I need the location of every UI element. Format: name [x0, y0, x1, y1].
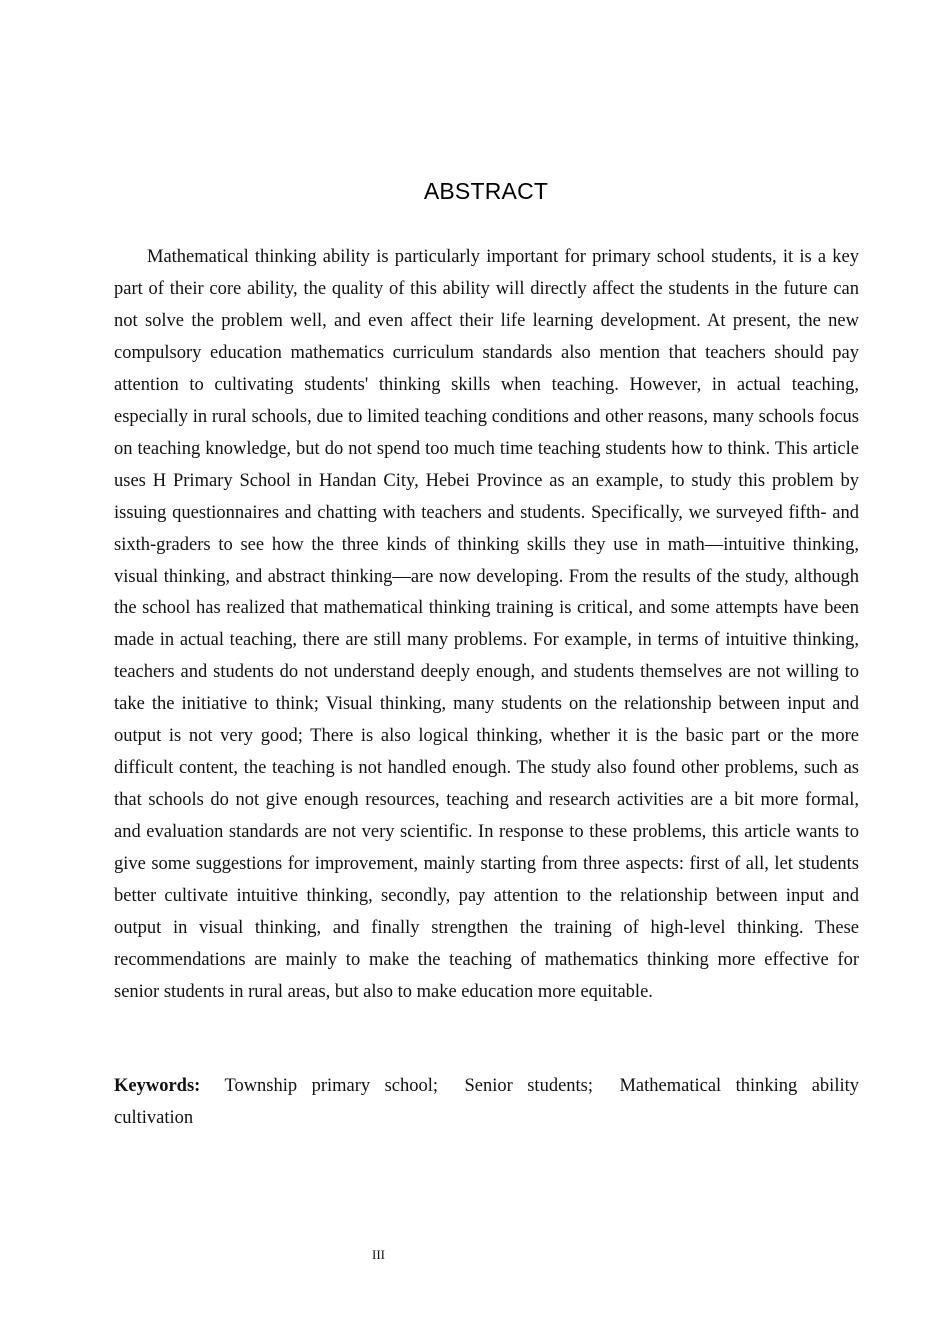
page-number: III: [372, 1247, 385, 1262]
keyword-item: Township primary school;: [224, 1076, 439, 1096]
abstract-body: Mathematical thinking ability is particularly important for primary school students, it is a key part of their core ability, the quality of this ability will directly affect the students in the future can not solve the problem well, and even affect their life learning development. At present, the new compulsory education mathematics curriculum standards also mention that teachers should pay attention to cultivating students' thinking skills when teaching. However, in actual teaching, especially in rural schools, due to limited teaching conditions and other reasons, many schools focus on teaching knowledge, but do not spend too much time teaching students how to think. This article uses H Primary School in Handan City, Hebei Province as an example, to study this problem by issuing questionnaires and chatting with teachers and students. Specifically, we surveyed fifth- and sixth-graders to see how the three kinds of thinking skills they use in math—intuitive thinking, visual thinking, and abstract thinking—are now developing. From the results of the study, although the school has realized that mathematical thinking training is critical, and some attempts have been made in actual teaching, there are still many problems. For example, in terms of intuitive thinking, teachers and students do not understand deeply enough, and students themselves are not willing to take the initiative to think; Visual thinking, many students on the relationship between input and output is not very good; There is also logical thinking, whether it is the basic part or the more difficult content, the teaching is not handled enough. The study also found other problems, such as that schools do not give enough resources, teaching and research activities are a bit more formal, and evaluation standards are not very scientific. In response to these problems, this article wants to give some suggestions for improvement, mainly starting from three aspects: first of all, let students better cultivate intuitive thinking, secondly, pay attention to the relationship between input and output in visual thinking, and finally strengthen the training of high-level thinking. These recommendations are mainly to make the teaching of mathematics thinking more effective for senior students in rural areas, but also to make education more equitable.: [114, 247, 859, 1002]
keywords-label: Keywords:: [114, 1076, 201, 1096]
keyword-item: Mathematical thinking ability cultivation: [114, 1076, 859, 1128]
abstract-title: ABSTRACT: [423, 178, 549, 204]
keywords-line: [114, 1071, 859, 1135]
keyword-item: Senior students;: [464, 1076, 594, 1096]
